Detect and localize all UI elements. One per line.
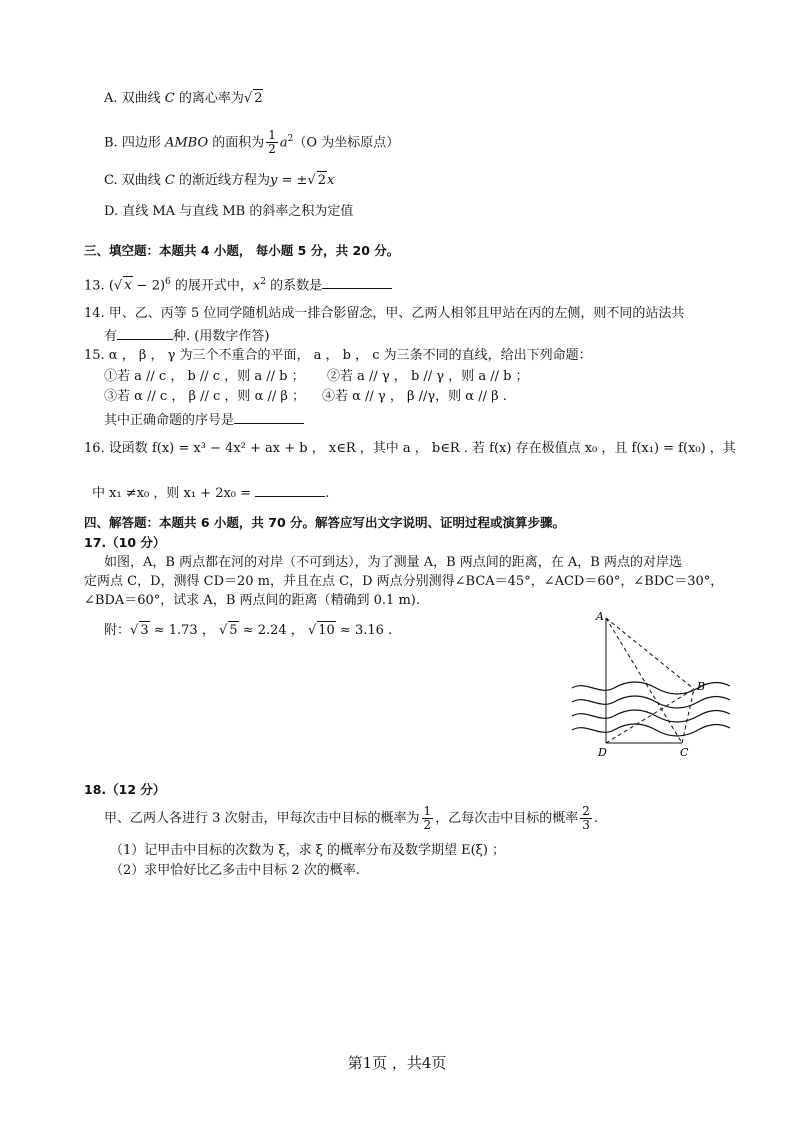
q15-proposition-4: ④若 α // γ ， β //γ，则 α // β . — [322, 389, 507, 404]
q13-number: 13. — [84, 278, 105, 294]
fraction-numerator: 1 — [423, 804, 432, 818]
q18-line1 — [104, 804, 598, 834]
q13-x: x — [252, 278, 261, 294]
q15-line4 — [104, 409, 304, 430]
q18-fraction-1 — [422, 805, 434, 832]
q18-text-end: . — [593, 811, 598, 826]
sqrt-sign: √ — [113, 278, 123, 294]
option-c-prefix: C. 双曲线 — [104, 173, 161, 188]
q17-appendix — [104, 621, 392, 640]
q14-answer-blank[interactable] — [117, 325, 173, 340]
q13-answer-blank[interactable] — [322, 274, 392, 289]
q17-heading: 17.（10 分） — [84, 535, 166, 550]
q13-x-exponent: 2 — [260, 277, 266, 287]
q17-line2: 定两点 C，D，测得 CD＝20 m，并且在点 C，D 两点分别测得∠BCA＝45°，∠ACD＝60°，∠BDC＝30°， — [84, 574, 724, 589]
option-c-x: x — [326, 173, 335, 188]
section4-heading: 四、解答题：本题共 6 小题，共 70 分。解答应写出文字说明、证明过程或演算步骤。 — [84, 515, 566, 530]
fraction-numerator: 2 — [582, 804, 590, 818]
q14-line1: 14. 甲、乙、丙等 5 位同学随机站成一排合影留念，甲、乙两人相邻且甲站在丙的左侧，则不同的站法共 — [84, 306, 685, 321]
q16-answer-blank[interactable] — [255, 482, 325, 497]
option-a — [104, 89, 263, 108]
fraction-denominator: 2 — [423, 818, 432, 832]
option-c-text: 的渐近线方程为 — [174, 173, 270, 188]
q18-subquestion-2: （2）求甲恰好比乙多击中目标 2 次的概率. — [110, 863, 360, 878]
appendix-value-3: ≈ 3.16 . — [335, 623, 393, 638]
q13-text: 的展开式中， — [170, 278, 253, 294]
q13-expr-rest: − 2) — [132, 278, 166, 294]
option-b-text: 的面积为 — [208, 135, 265, 151]
appendix-radicand-3: 10 — [318, 623, 335, 638]
point-label-a: A — [596, 610, 604, 623]
option-b-base: a — [279, 135, 288, 151]
q15-proposition-2: ②若 a // γ ， b // γ ，则 a // b ； — [327, 369, 529, 384]
q14-pre: 有 — [104, 329, 118, 344]
page-footer: 第1页 ，共4页 — [347, 1054, 447, 1072]
q18-text-mid: ，乙每次击中目标的概率 — [435, 811, 579, 826]
q18-text-pre: 甲、乙两人各进行 3 次射击，甲每次击中目标的概率为 — [104, 811, 420, 826]
option-c-var: C — [164, 173, 175, 188]
option-b-var: AMBO — [164, 135, 209, 151]
q15-proposition-3: ③若 α // c ， β // c ，则 α // β ； — [104, 389, 306, 404]
point-label-d: D — [598, 746, 607, 759]
fraction-numerator: 1 — [268, 128, 276, 143]
appendix-value-1: ≈ 1.73 ， — [149, 623, 215, 638]
q13-tail: 的系数是 — [266, 278, 323, 294]
q17-line1: 如图，A，B 两点都在河的对岸（不可到达），为了测量 A，B 两点间的距离，在 A，B 两点的对岸选 — [104, 555, 682, 570]
sqrt-sign: √ — [307, 623, 317, 638]
q13-paren: ( — [108, 278, 114, 294]
option-a-var: C — [164, 91, 175, 106]
segment-ac — [606, 618, 682, 743]
q15-prompt: 其中正确命题的序号是 — [104, 413, 235, 428]
q18-heading: 18.（12 分） — [84, 782, 166, 797]
q15-line1: 15. α ， β ， γ 为三个不重合的平面， a ， b ， c 为三条不同的直线，给出下列命题： — [84, 348, 592, 363]
q14-post: 种. (用数字作答) — [173, 329, 270, 344]
q16-line1: 16. 设函数 f(x) = x³ − 4x² + ax + b ， x∈R ，其中 a ， b∈R . 若 f(x) 存在极值点 x₀ ，且 f(x₁) = f(x₀) ，其 — [84, 441, 736, 456]
segment-ab — [606, 618, 694, 689]
q16-end: . — [325, 486, 330, 501]
option-b-prefix: B. 四边形 — [104, 135, 161, 151]
q18-subquestion-1: （1）记甲击中目标的次数为 ξ，求 ξ 的概率分布及数学期望 E(ξ) ； — [110, 843, 506, 858]
option-a-text: 的离心率为 — [174, 91, 244, 106]
appendix-label: 附： — [104, 623, 131, 638]
q15-proposition-1: ①若 a // c ， b // c ，则 a // b ； — [104, 369, 305, 384]
option-b-note: （O 为坐标原点） — [293, 135, 400, 151]
q18-fraction-2 — [580, 805, 592, 832]
option-c-equation: y = ± — [269, 173, 308, 188]
option-b — [104, 124, 399, 158]
fraction-denominator: 3 — [582, 818, 590, 832]
option-c — [104, 171, 334, 190]
question-13 — [84, 273, 392, 295]
option-b-exponent: 2 — [287, 134, 294, 144]
point-label-b: B — [697, 680, 706, 693]
q15-answer-blank[interactable] — [234, 409, 304, 424]
q14-line2 — [104, 325, 269, 346]
q13-exponent: 6 — [165, 277, 171, 287]
point-label-c: C — [680, 746, 689, 759]
appendix-radicand-1: 3 — [140, 623, 149, 638]
q16-prompt: 中 x₁ ≠x₀ ，则 x₁ + 2x₀ = — [92, 486, 256, 501]
river-figure — [566, 604, 736, 760]
q17-line3: ∠BDA＝60°，试求 A，B 两点间的距离（精确到 0.1 m). — [84, 593, 420, 608]
option-a-radicand: 2 — [254, 91, 263, 106]
river-waves — [572, 682, 730, 736]
sqrt-sign: √ — [218, 623, 228, 638]
appendix-value-2: ≈ 2.24 ， — [238, 623, 304, 638]
fraction-denominator: 2 — [268, 142, 276, 157]
sqrt-sign: √ — [130, 623, 139, 638]
option-c-radicand: 2 — [317, 173, 326, 188]
section3-heading: 三、填空题：本题共 4 小题， 每小题 5 分，共 20 分。 — [84, 243, 400, 258]
q16-line2 — [92, 482, 329, 503]
sqrt-sign: √ — [307, 173, 316, 188]
option-a-prefix: A. 双曲线 — [104, 91, 161, 106]
segment-db — [606, 689, 694, 743]
option-b-fraction — [266, 129, 278, 156]
option-d: D. 直线 MA 与直线 MB 的斜率之积为定值 — [104, 204, 354, 219]
q13-radicand: x — [124, 278, 132, 294]
sqrt-sign: √ — [243, 91, 253, 106]
appendix-radicand-2: 5 — [229, 623, 238, 638]
